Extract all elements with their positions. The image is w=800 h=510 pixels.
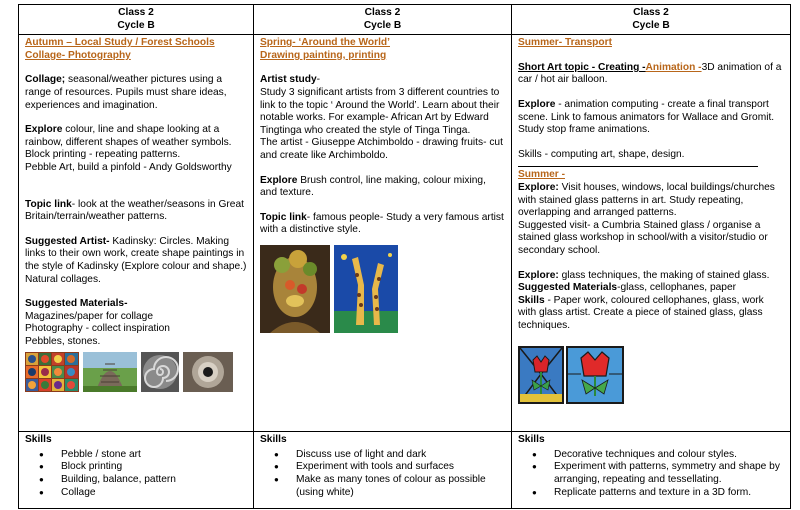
skills-list — [518, 449, 784, 499]
materials-label: Suggested Materials — [518, 282, 618, 294]
pebble-circle-image — [183, 352, 233, 392]
header-class: Class 2 — [118, 7, 154, 18]
skills2-paragraph — [518, 295, 784, 333]
list-item: ● Collage — [61, 487, 247, 500]
skills-list — [25, 449, 247, 499]
artist-study-dash: - — [316, 74, 321, 86]
autumn-subtitle: Collage- Photography — [25, 49, 131, 61]
header-cycle: Cycle B — [117, 19, 155, 31]
skills-list — [260, 449, 505, 499]
explore3-paragraph — [518, 270, 784, 283]
list-item: ● Pebble / stone art — [61, 449, 247, 462]
explore-paragraph — [25, 124, 247, 162]
topic-text: - famous people- Study a very famous artist with a distinctive style. — [260, 211, 504, 236]
divider — [518, 166, 758, 167]
explore-label: Explore — [518, 98, 556, 110]
stained-glass-tulip-image-2 — [566, 346, 624, 404]
autumn-cell — [19, 35, 254, 432]
explore-text: - animation computing - create a final transport scene. Link to famous animators for Wallace and Gromit. Study stop frame animations. — [518, 98, 775, 136]
explore3-label: Explore: — [518, 269, 559, 281]
collage-text: seasonal/weather pictures using a range of resources. Pupils must share ideas, experiences and imagination. — [25, 74, 227, 111]
short-topic-label: Short Art topic - Creating - — [518, 61, 646, 73]
kandinsky-circles-image — [25, 352, 79, 392]
explore2-paragraph — [518, 182, 784, 220]
skills-label: Skills — [260, 434, 287, 446]
autumn-title: Autumn – Local Study / Forest Schools — [25, 37, 215, 49]
header-cell-spring — [254, 5, 512, 35]
arcimboldo-portrait-image — [260, 245, 330, 333]
skills2-text: - Paper work, coloured cellophanes, glass, work with glass artist. Create a piece of stained glass, glass techniques. — [518, 294, 764, 331]
list-item: ● Make as many tones of colour as possible (using white) — [296, 474, 505, 499]
stone-cairn-image — [83, 352, 137, 392]
spring-cell — [254, 35, 512, 432]
explore-label: Explore — [260, 174, 298, 186]
list-item: ● Experiment with patterns, symmetry and shape by arranging, repeating and tessellating. — [554, 461, 784, 486]
topic-text: - look at the weather/seasons in Great Britain/terrain/weather patterns. — [25, 198, 244, 223]
header-class: Class 2 — [633, 7, 669, 18]
explore-text: Brush control, line making, colour mixing, and texture. — [260, 174, 486, 199]
explore-paragraph — [518, 99, 784, 137]
summer-cell — [512, 35, 791, 432]
stained-glass-tulip-image-1 — [518, 346, 564, 404]
study-text: Study 3 significant artists from 3 different countries to link to the topic ‘ Around the World’. Learn about their notable works. For example- African Art by Edward Tingtinga who created the style of Tinga Tinga. — [260, 86, 500, 136]
animation-text: 3D animation of a car / hot air balloon. — [518, 61, 782, 86]
skills-cell-autumn — [19, 432, 254, 509]
topic-label: Topic link — [25, 198, 72, 210]
skills-cell-spring — [254, 432, 512, 509]
pebble-text: Pebble Art, build a pinfold - Andy Goldsworthy — [25, 161, 232, 173]
collage-label: Collage; — [25, 74, 66, 86]
short-topic-paragraph — [518, 62, 784, 87]
autumn-images — [25, 352, 247, 392]
summer2-title: Summer - — [518, 169, 565, 181]
artist-paragraph — [25, 236, 247, 286]
skills-cell-summer — [512, 432, 791, 509]
artist-study-label: Artist study — [260, 74, 317, 86]
header-class: Class 2 — [364, 7, 401, 18]
explore2-label: Explore: — [518, 181, 559, 193]
list-item: ● Building, balance, pattern — [61, 474, 247, 487]
spring-subtitle: Drawing painting, printing — [260, 49, 387, 61]
artist-label: Suggested Artist- — [25, 235, 110, 247]
explore-paragraph — [260, 175, 505, 200]
header-cell-summer — [512, 5, 791, 35]
materials-label: Suggested Materials- — [25, 298, 128, 310]
arcimboldo-text: The artist - Giuseppe Atchimboldo - drawing fruits- cut and create like Archimboldo. — [260, 137, 503, 161]
skills-row — [19, 432, 791, 509]
explore3-text: glass techniques, the making of stained glass. — [558, 269, 770, 281]
materials-text: -glass, cellophanes, paper — [617, 282, 737, 294]
topic-paragraph — [25, 199, 247, 224]
skills2-label: Skills — [518, 294, 545, 306]
summer-images — [518, 346, 784, 404]
materials-item: Magazines/paper for collage — [25, 310, 153, 322]
curriculum-table — [18, 4, 791, 509]
topic-label: Topic link — [260, 211, 307, 223]
explore2-text: Visit houses, windows, local buildings/churches with stained glass patterns in art. Study repeating, overlapping and arranged patterns. — [518, 181, 775, 219]
skills-label: Skills — [518, 434, 545, 446]
skills-text: Skills - computing art, shape, design. — [518, 148, 685, 160]
summer-title: Summer- Transport — [518, 37, 612, 49]
list-item: ● Experiment with tools and surfaces — [296, 461, 505, 474]
explore-text: colour, line and shape looking at a rainbow, different shapes of weather symbols. Block printing - repeating patterns. — [25, 124, 232, 161]
list-item: ● Replicate patterns and texture in a 3D form. — [554, 487, 784, 500]
header-cell-autumn — [19, 5, 254, 35]
tingatinga-giraffes-image — [334, 245, 398, 333]
content-row — [19, 35, 791, 432]
visit-text: Suggested visit- a Cumbria Stained glass / organise a stained glass workshop in school/with a visitor/studio or secondary school. — [518, 219, 768, 256]
skills-label: Skills — [25, 434, 52, 446]
materials-paragraph — [518, 282, 784, 295]
list-item: ● Discuss use of light and dark — [296, 449, 505, 462]
topic-paragraph — [260, 212, 505, 237]
list-item: ● Decorative techniques and colour styles. — [554, 449, 784, 462]
spring-images — [260, 245, 505, 333]
spring-title: Spring- ‘Around the World’ — [260, 37, 390, 49]
spiral-stone-image — [141, 352, 179, 392]
artist-text: Kadinsky: Circles. Making links to their own work, create shape paintings in the style of Kadinsky (Explore colour and shape.) Natural collages. — [25, 235, 247, 285]
header-row — [19, 5, 791, 35]
materials-item: Pebbles, stones. — [25, 335, 101, 347]
artist-study-heading — [260, 74, 505, 87]
explore-label: Explore — [25, 124, 63, 136]
animation-label: Animation - — [645, 61, 702, 73]
list-item: ● Block printing — [61, 461, 247, 474]
materials-item: Photography - collect inspiration — [25, 323, 170, 335]
collage-paragraph — [25, 74, 247, 112]
header-cycle: Cycle B — [363, 19, 402, 31]
header-cycle: Cycle B — [632, 19, 670, 31]
